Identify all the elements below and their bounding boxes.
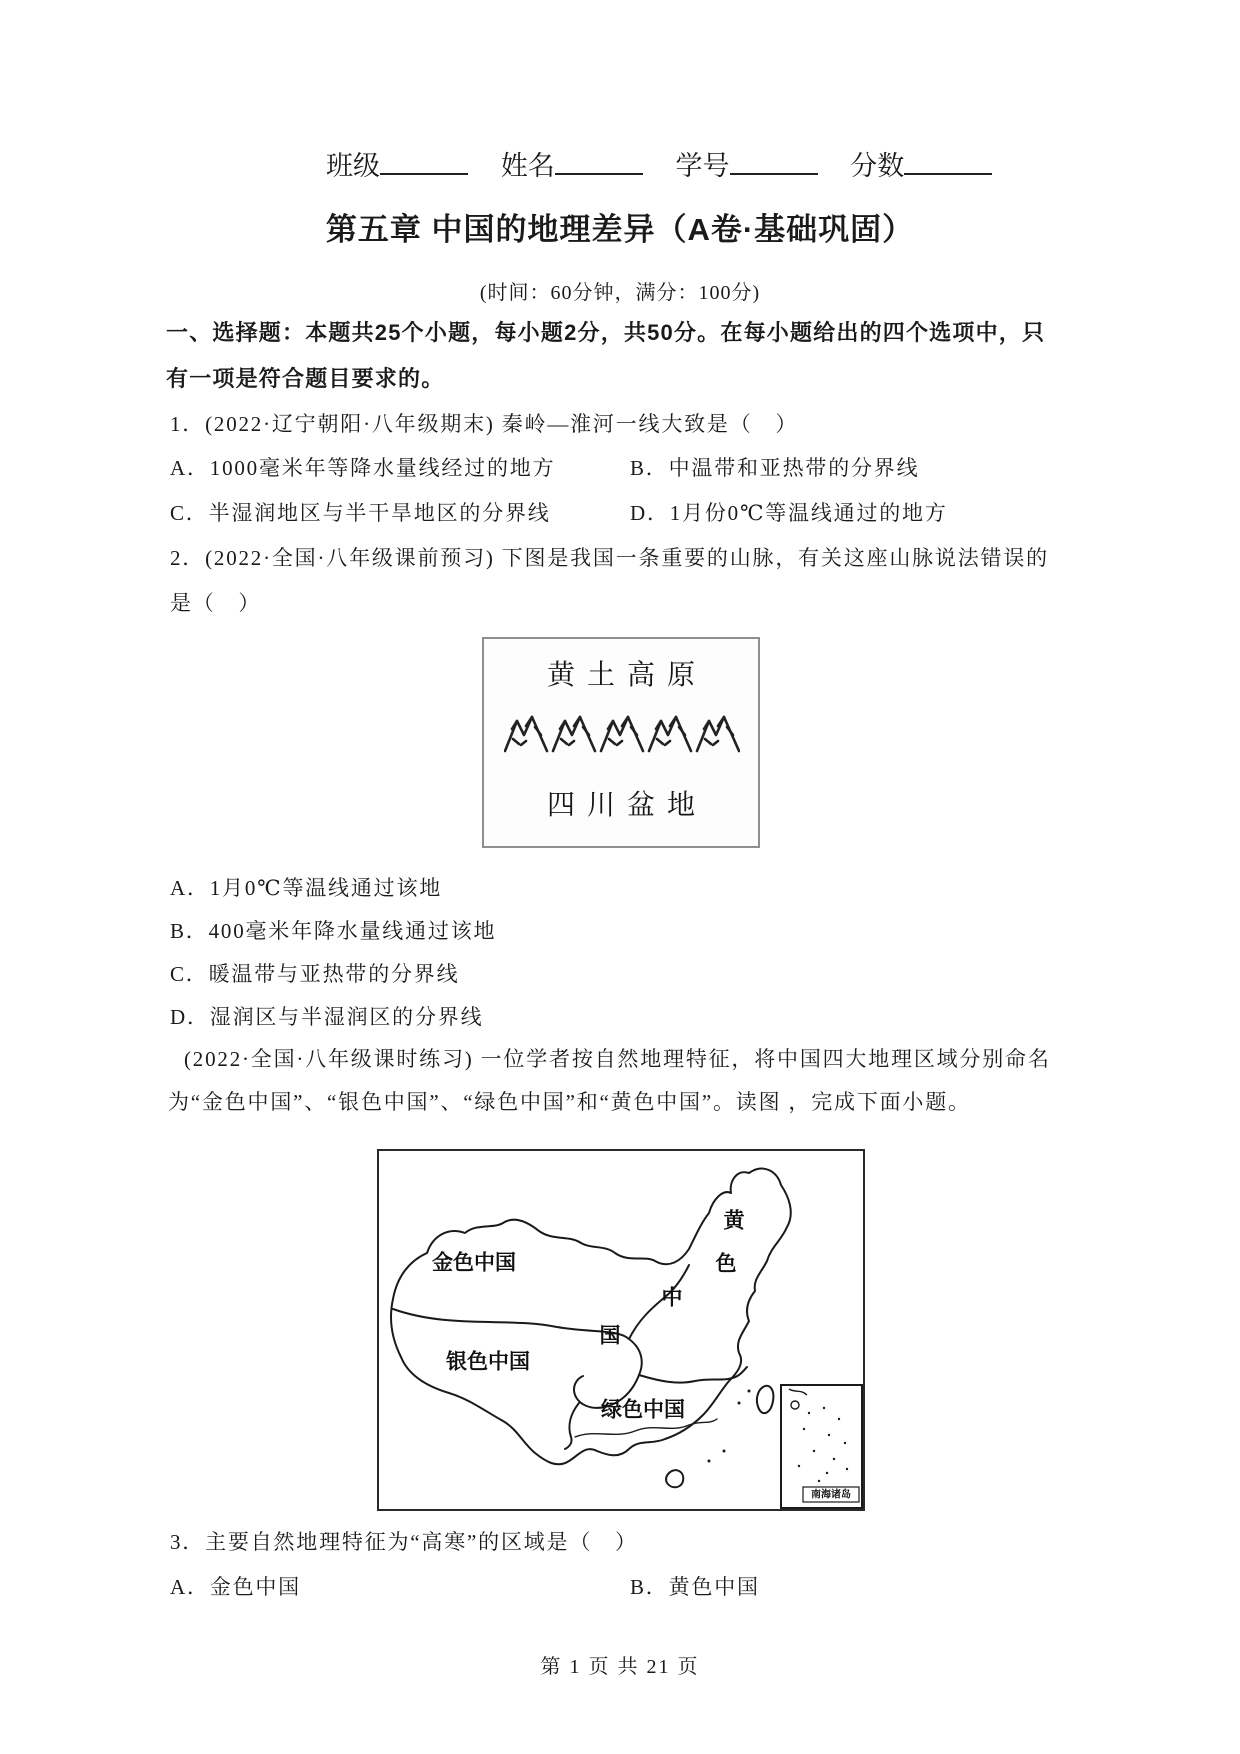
china-map-drawing [379,1151,863,1509]
map-label-yellow-china-char2: 色 [715,1252,737,1276]
exam-time-score-note: (时间：60分钟，满分：100分) [479,282,761,304]
class-label: 班级 [326,151,380,181]
section-one-heading-line2: 有一项是符合题目要求的。 [166,366,445,391]
hainan-island-outline [666,1470,683,1487]
map-label-gold-china: 金色中国 [432,1251,516,1275]
page-number-footer: 第 1 页 共 21 页 [540,1656,700,1678]
header-fill-in-row [326,144,1018,183]
china-regions-map-figure [377,1149,865,1511]
question-1-option-a: A．1000毫米年等降水量线经过的地方 [170,456,556,480]
student-id-blank-line [730,147,818,175]
question-2-option-d: D．湿润区与半湿润区的分界线 [170,1005,484,1029]
mountain-figure [482,637,760,848]
map-label-green-china: 绿色中国 [601,1398,685,1422]
student-id-label: 学号 [675,151,730,181]
figure-label-loess-plateau: 黄土高原 [546,660,707,691]
class-field [326,144,468,183]
question-3-stem: 3．主要自然地理特征为“高寒”的区域是（ ） [170,1530,638,1554]
question-2-option-b: B．400毫米年降水量线通过该地 [170,919,497,943]
map-label-silver-china: 银色中国 [446,1350,530,1374]
islet-dot [738,1402,741,1405]
taiwan-island-outline [757,1386,773,1413]
south-china-sea-inset [781,1385,862,1508]
question-1-stem: 1．(2022·辽宁朝阳·八年级期末) 秦岭—淮河一线大致是（ ） [170,412,799,436]
map-label-yellow-china-char3: 中 [661,1286,683,1310]
name-label: 姓名 [500,151,555,181]
name-blank-line [555,147,643,175]
region-boundary-silver-green [565,1403,579,1449]
question-1-option-d: D．1月份0℃等温线通过的地方 [630,501,948,525]
question-2-option-c: C．暖温带与亚热带的分界线 [170,962,460,986]
question-1-option-c: C．半湿润地区与半干旱地区的分界线 [170,501,551,525]
name-field [501,144,643,183]
student-id-field [676,144,818,183]
score-label: 分数 [850,151,905,181]
question-2-stem-line1: 2．(2022·全国·八年级课前预习) 下图是我国一条重要的山脉，有关这座山脉说法错误的 [170,546,1049,570]
question-2-option-a: A．1月0℃等温线通过该地 [170,876,443,900]
passage-line2: 为“金色中国”、“银色中国”、“绿色中国”和“黄色中国”。读图 ，完成下面小题。 [168,1090,971,1114]
islet-dot [708,1460,711,1463]
question-3-option-a: A．金色中国 [170,1575,301,1599]
figure-label-sichuan-basin: 四川盆地 [546,790,707,821]
question-3-option-b: B．黄色中国 [630,1575,760,1599]
islet-dot [723,1450,726,1453]
score-field [850,144,992,183]
passage-line1: (2022·全国·八年级课时练习) 一位学者按自然地理特征，将中国四大地理区域分别命名 [184,1047,1051,1071]
class-blank-line [380,147,468,175]
score-blank-line [904,147,992,175]
question-2-stem-line2: 是（ ） [170,591,262,615]
map-label-yellow-china-char1: 黄 [723,1209,745,1233]
question-1-option-b: B．中温带和亚热带的分界线 [630,456,920,480]
section-one-heading-line1: 一、选择题：本题共25个小题，每小题2分，共50分。在每小题给出的四个选项中，只 [166,320,1046,345]
inset-label: 南海诸岛 [811,1489,851,1501]
map-label-yellow-china-char4: 国 [599,1324,621,1348]
page-title: 第五章 中国的地理差异（A卷·基础巩固） [325,212,915,247]
islet-dot [748,1390,751,1393]
mountain-range-icon [504,711,740,759]
